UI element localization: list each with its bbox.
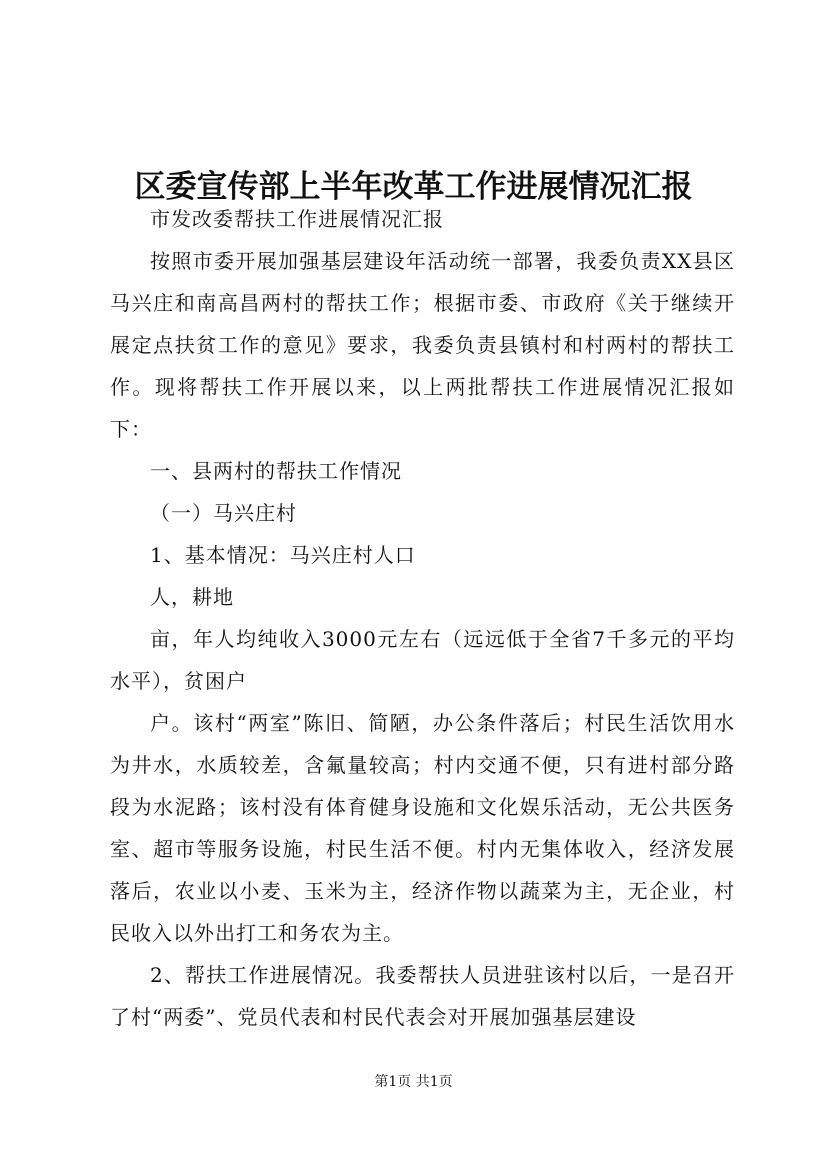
paragraph-farmland: 人，耕地 <box>150 585 234 609</box>
paragraph-intro: 按照市委开展加强基层建设年活动统一部署，我委负责XX县区马兴庄和南高昌两村的帮扶工作；根据市委、市政府《关于继续开展定点扶贫工作的意见》要求，我委负责县镇村和村两村的帮扶工作。现将帮扶工作开展以来，以上两批帮扶工作进展情况汇报如下： <box>110 249 735 441</box>
paragraph-basic-info: 1、基本情况：马兴庄村人口 <box>150 543 416 567</box>
paragraph-subtitle: 市发改委帮扶工作进展情况汇报 <box>150 207 444 231</box>
subsection-heading-1: （一）马兴庄村 <box>150 501 297 525</box>
paragraph-progress: 2、帮扶工作进展情况。我委帮扶人员进驻该村以后，一是召开了村“两委”、党员代表和村民代表会对开展加强基层建设 <box>110 963 735 1029</box>
paragraph-income: 亩，年人均纯收入3000元左右（远远低于全省7千多元的平均水平），贫困户 <box>110 627 735 693</box>
paragraph-conditions: 户。该村“两室”陈旧、简陋，办公条件落后；村民生活饮用水为井水，水质较差，含氟量较高；村内交通不便，只有进村部分路段为水泥路；该村没有体育健身设施和文化娱乐活动，无公共医务室、超市等服务设施，村民生活不便。村内无集体收入，经济发展落后，农业以小麦、玉米为主，经济作物以蔬菜为主，无企业，村民收入以外出打工和务农为主。 <box>110 711 735 945</box>
page-footer: 第1页 共1页 <box>374 1074 453 1090</box>
section-heading-1: 一、县两村的帮扶工作情况 <box>150 459 402 483</box>
document-body <box>110 198 735 1038</box>
document-title: 区委宣传部上半年改革工作进展情况汇报 <box>134 168 693 205</box>
